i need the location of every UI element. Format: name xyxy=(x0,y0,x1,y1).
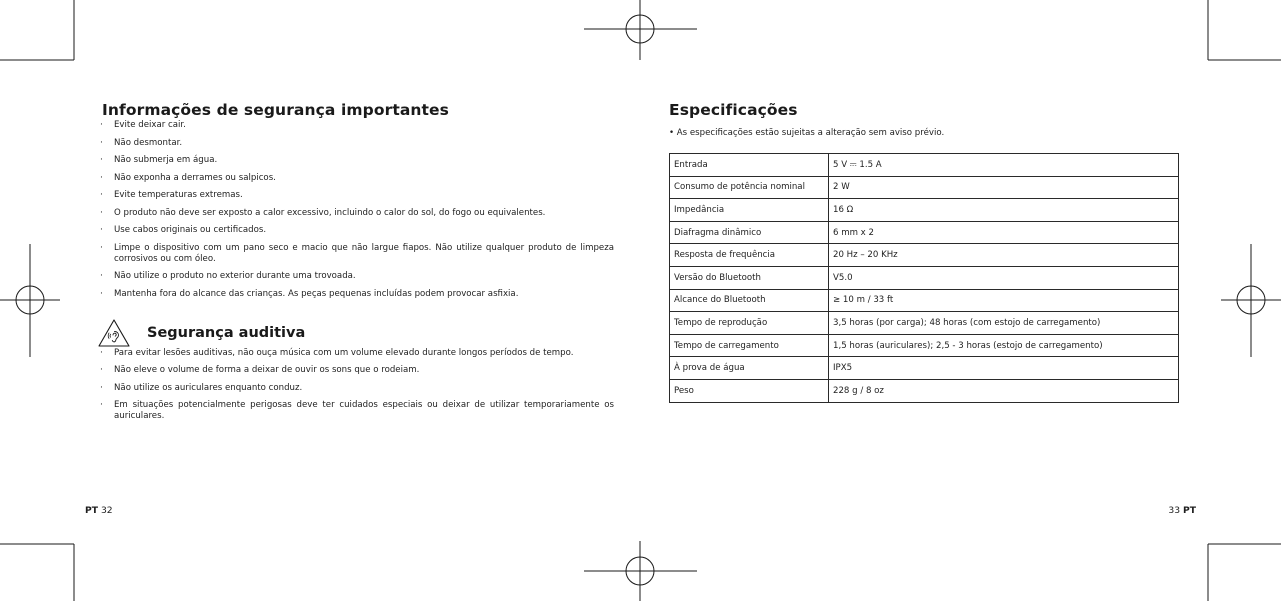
spec-value: 16 Ω xyxy=(829,199,1179,222)
table-row xyxy=(670,334,1179,357)
table-row xyxy=(670,379,1179,402)
registration-mark-right xyxy=(1221,244,1281,357)
list-item: · Em situações potencialmente perigosas deve ter cuidados especiais ou deixar de utilizar temporariamente os auriculares. xyxy=(102,400,614,422)
table-row xyxy=(670,312,1179,335)
specs-title: Especificações xyxy=(669,101,798,119)
list-item: · Não eleve o volume de forma a deixar de ouvir os sons que o rodeiam. xyxy=(102,365,614,376)
list-item: · Evite deixar cair. xyxy=(102,120,614,131)
list-item: · Para evitar lesões auditivas, não ouça música com um volume elevado durante longos períodos de tempo. xyxy=(102,348,614,359)
table-row xyxy=(670,266,1179,289)
safety-list xyxy=(102,120,614,300)
list-item: · Não utilize o produto no exterior durante uma trovoada. xyxy=(102,271,614,282)
page-number-right xyxy=(1168,505,1196,517)
spec-label: Peso xyxy=(670,379,829,402)
page-number: 32 xyxy=(100,505,113,516)
page-number-left xyxy=(85,505,113,517)
registration-mark-left xyxy=(0,244,60,357)
registration-mark-top xyxy=(584,0,697,60)
list-item: · Não exponha a derrames ou salpicos. xyxy=(102,173,614,184)
table-row xyxy=(670,244,1179,267)
spec-value: 3,5 horas (por carga); 48 horas (com estojo de carregamento) xyxy=(829,312,1179,335)
page-number: 33 xyxy=(1168,505,1181,516)
spec-value: 228 g / 8 oz xyxy=(829,379,1179,402)
spec-label: Consumo de potência nominal xyxy=(670,176,829,199)
list-item: · Não desmontar. xyxy=(102,138,614,149)
spec-label: Tempo de reprodução xyxy=(670,312,829,335)
table-row xyxy=(670,154,1179,177)
left-page xyxy=(102,100,614,429)
spec-value: ≥ 10 m / 33 ft xyxy=(829,289,1179,312)
spec-label: Resposta de frequência xyxy=(670,244,829,267)
hearing-header xyxy=(102,318,614,348)
safety-title: Informações de segurança importantes xyxy=(102,101,449,119)
hearing-title: Segurança auditiva xyxy=(147,324,306,341)
spec-value: 6 mm x 2 xyxy=(829,221,1179,244)
spec-value: V5.0 xyxy=(829,266,1179,289)
specs-note: • As especificações estão sujeitas a alteração sem aviso prévio. xyxy=(669,128,945,138)
language-code: PT xyxy=(1182,505,1196,516)
spec-label: Entrada xyxy=(670,154,829,177)
registration-mark-bottom xyxy=(584,541,697,601)
list-item: · Não utilize os auriculares enquanto conduz. xyxy=(102,383,614,394)
table-row xyxy=(670,357,1179,380)
spec-label: Diafragma dinâmico xyxy=(670,221,829,244)
language-code: PT xyxy=(85,505,99,516)
spec-value: IPX5 xyxy=(829,357,1179,380)
spec-value: 20 Hz – 20 KHz xyxy=(829,244,1179,267)
specs-table xyxy=(669,153,1179,403)
table-row xyxy=(670,176,1179,199)
table-row xyxy=(670,221,1179,244)
spec-value: 5 V ⎓ 1.5 A xyxy=(829,154,1179,177)
spec-label: Impedância xyxy=(670,199,829,222)
hearing-list xyxy=(102,348,614,423)
list-item: · Limpe o dispositivo com um pano seco e macio que não largue fiapos. Não utilize qualquer produto de limpeza corrosivos ou com óleo. xyxy=(102,243,614,265)
list-item: · Use cabos originais ou certificados. xyxy=(102,225,614,236)
list-item: · Evite temperaturas extremas. xyxy=(102,190,614,201)
list-item: · Mantenha fora do alcance das crianças. As peças pequenas incluídas podem provocar asfixia. xyxy=(102,289,614,300)
spec-value: 1,5 horas (auriculares); 2,5 - 3 horas (estojo de carregamento) xyxy=(829,334,1179,357)
spec-value: 2 W xyxy=(829,176,1179,199)
spec-label: Alcance do Bluetooth xyxy=(670,289,829,312)
hearing-warning-icon xyxy=(97,318,131,348)
table-row xyxy=(670,199,1179,222)
list-item: · Não submerja em água. xyxy=(102,155,614,166)
table-row xyxy=(670,289,1179,312)
spec-label: Tempo de carregamento xyxy=(670,334,829,357)
spec-label: À prova de água xyxy=(670,357,829,380)
right-page xyxy=(669,100,1179,403)
spec-label: Versão do Bluetooth xyxy=(670,266,829,289)
list-item: · O produto não deve ser exposto a calor excessivo, incluindo o calor do sol, do fogo ou equivalentes. xyxy=(102,208,614,219)
